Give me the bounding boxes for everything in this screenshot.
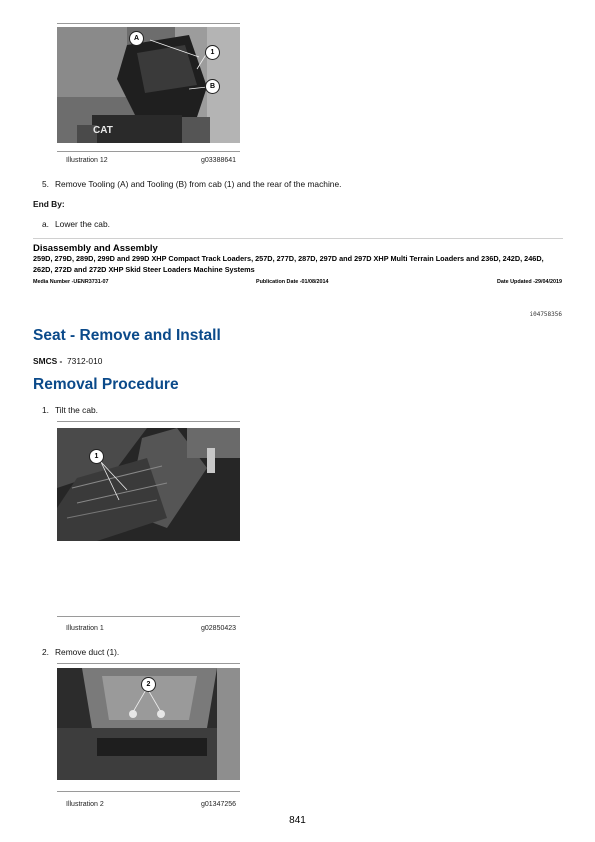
step-1-number: 1. [42,405,49,415]
callout-2: 2 [141,677,156,692]
illustration-2-label: Illustration 2 [66,801,104,808]
doc-header-rule [33,238,563,239]
end-by-item-text: Lower the cab. [55,219,110,229]
illustration-1-label: Illustration 1 [66,625,104,632]
publication-date: Publication Date -01/08/2014 [256,279,329,285]
step-5-text: Remove Tooling (A) and Tooling (B) from cab (1) and the rear of the machine. [55,179,342,189]
illustration-2-top-rule [57,663,240,664]
illustration-12-caption-rule [57,151,240,152]
step-2-number: 2. [42,647,49,657]
callout-1: 1 [89,449,104,464]
illustration-12-label: Illustration 12 [66,157,108,164]
illustration-12-photo [57,27,240,143]
doc-id: i04758356 [529,311,562,318]
page-number: 841 [289,815,306,826]
illustration-1-photo [57,428,240,541]
section-title: Seat - Remove and Install [33,327,221,344]
callout-a: A [129,31,144,46]
media-number: Media Number -UENR3731-07 [33,279,109,285]
smcs-code: 7312-010 [67,356,103,366]
cat-logo: CAT [93,125,113,136]
removal-procedure-heading: Removal Procedure [33,376,179,393]
doc-header-title: Disassembly and Assembly [33,243,158,254]
illustration-1-top-rule [57,421,240,422]
doc-header-subtitle: 259D, 279D, 289D, 299D and 299D XHP Compact Track Loaders, 257D, 277D, 287D, 297D and 297D XHP Multi Terrain Loaders and 236D, 242D, 246D, 262D, 272D and 272D XHP Skid Steer Loaders Machine Systems [33,254,544,274]
step-5-number: 5. [42,179,49,189]
callout-b: B [205,79,220,94]
illustration-2-photo [57,668,240,780]
illustration-1-caption-rule [57,616,240,617]
step-2-text: Remove duct (1). [55,647,120,657]
end-by-item-number: a. [42,219,49,229]
illustration-12-code: g03388641 [201,157,237,164]
end-by-heading: End By: [33,199,65,209]
step-1-text: Tilt the cab. [55,405,98,415]
illustration-12-top-rule [57,23,240,24]
callout-1: 1 [205,45,220,60]
illustration-2-code: g01347256 [201,801,237,808]
illustration-2-caption-rule [57,791,240,792]
smcs-label: SMCS - [33,356,63,366]
illustration-1-code: g02850423 [201,625,237,632]
date-updated: Date Updated -29/04/2019 [496,279,562,285]
